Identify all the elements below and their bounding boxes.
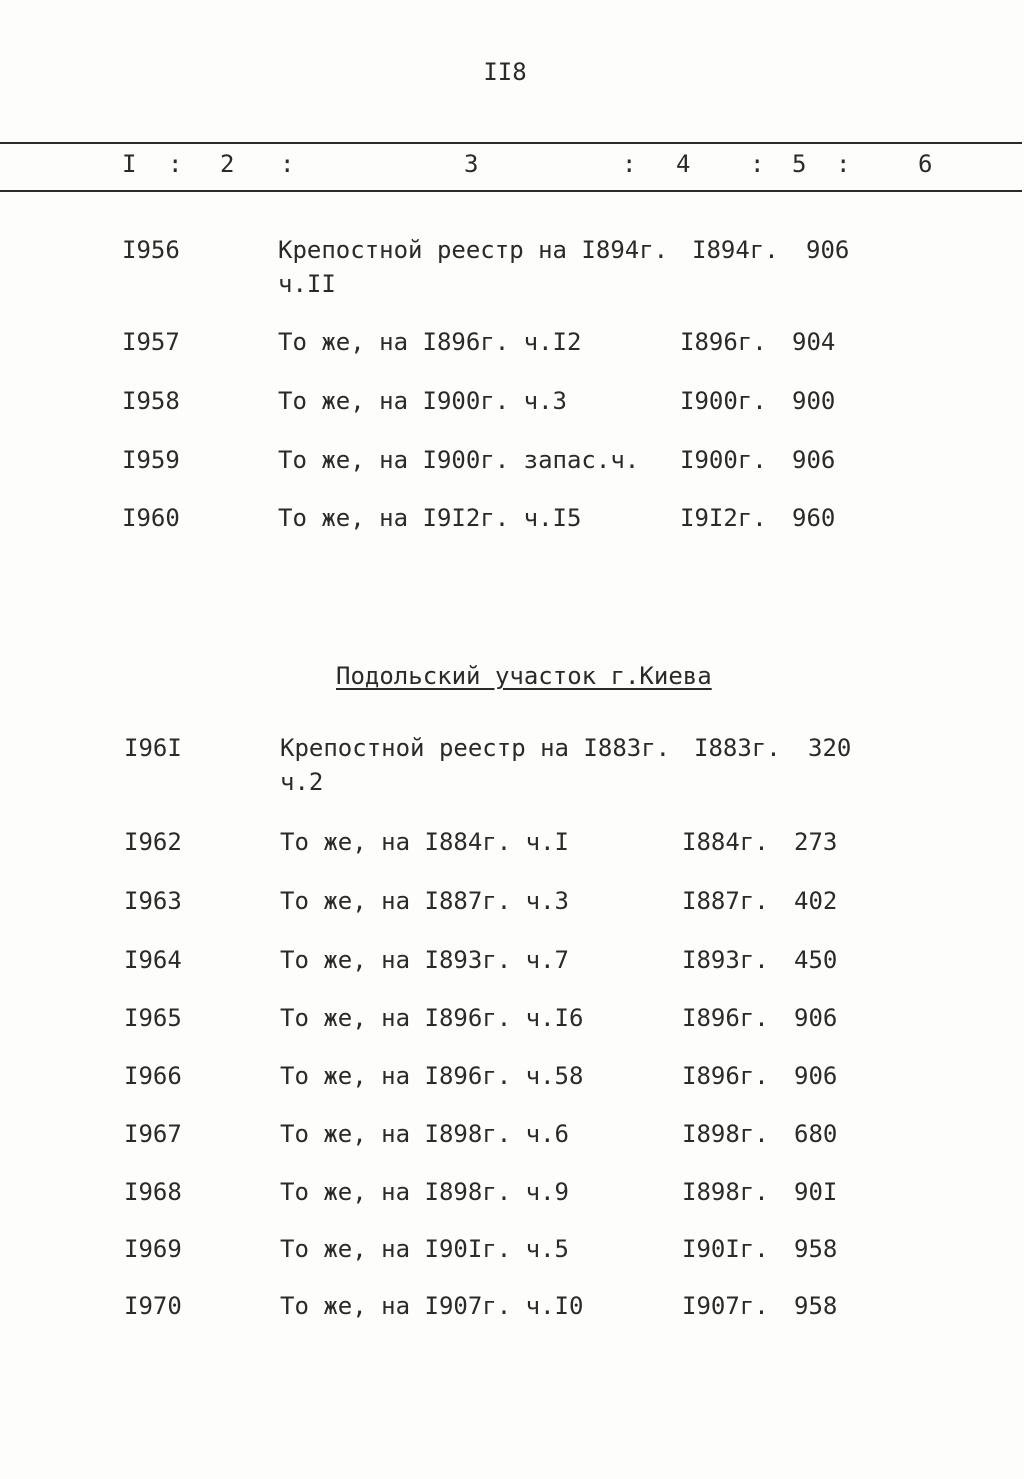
row-number: I956 xyxy=(122,236,180,264)
column-separator: : xyxy=(622,150,637,178)
header-rule-top xyxy=(0,142,1022,144)
row-count: 680 xyxy=(794,1120,838,1148)
row-number: I967 xyxy=(124,1120,182,1148)
row-number: I962 xyxy=(124,828,182,856)
row-title: То же, на I896г. ч.I6 xyxy=(280,1004,584,1032)
row-number: I96I xyxy=(124,734,182,762)
row-date: I9I2г. xyxy=(680,504,767,532)
row-title: То же, на I907г. ч.I0 xyxy=(280,1292,584,1320)
row-date: I896г. xyxy=(682,1004,769,1032)
row-count: 273 xyxy=(794,828,838,856)
row-count: 960 xyxy=(792,504,836,532)
page-number: II8 xyxy=(483,58,527,86)
section-title: Подольский участок г.Киева xyxy=(336,662,712,690)
row-title: То же, на I898г. ч.9 xyxy=(280,1178,569,1206)
column-separator: : xyxy=(168,150,183,178)
row-title: То же, на I900г. запас.ч. xyxy=(278,446,640,474)
row-title: То же, на I893г. ч.7 xyxy=(280,946,569,974)
row-date: I894г. xyxy=(692,236,779,264)
row-date: I887г. xyxy=(682,887,769,915)
row-title-continuation: ч.II xyxy=(278,270,336,298)
row-count: 906 xyxy=(794,1062,838,1090)
row-count: 906 xyxy=(794,1004,838,1032)
column-header-5: 5 xyxy=(792,150,807,178)
column-header-2: 2 xyxy=(220,150,235,178)
row-title: То же, на I898г. ч.6 xyxy=(280,1120,569,1148)
row-title: То же, на I90Iг. ч.5 xyxy=(280,1235,569,1263)
row-number: I959 xyxy=(122,446,180,474)
row-date: I90Iг. xyxy=(682,1235,769,1263)
row-date: I900г. xyxy=(680,446,767,474)
column-separator: : xyxy=(280,150,295,178)
row-date: I907г. xyxy=(682,1292,769,1320)
row-number: I970 xyxy=(124,1292,182,1320)
row-count: 450 xyxy=(794,946,838,974)
row-number: I957 xyxy=(122,328,180,356)
row-date: I896г. xyxy=(682,1062,769,1090)
row-date: I898г. xyxy=(682,1178,769,1206)
column-header-4: 4 xyxy=(676,150,691,178)
row-number: I969 xyxy=(124,1235,182,1263)
row-title: То же, на I887г. ч.3 xyxy=(280,887,569,915)
row-count: 906 xyxy=(792,446,836,474)
row-count: 320 xyxy=(808,734,852,762)
column-header-6: 6 xyxy=(918,150,933,178)
header-rule-bottom xyxy=(0,190,1022,192)
row-count: 958 xyxy=(794,1235,838,1263)
row-title: То же, на I9I2г. ч.I5 xyxy=(278,504,582,532)
row-number: I966 xyxy=(124,1062,182,1090)
row-count: 958 xyxy=(794,1292,838,1320)
row-date: I896г. xyxy=(680,328,767,356)
row-number: I965 xyxy=(124,1004,182,1032)
column-header-3: 3 xyxy=(464,150,479,178)
row-count: 402 xyxy=(794,887,838,915)
row-number: I960 xyxy=(122,504,180,532)
row-date: I884г. xyxy=(682,828,769,856)
row-title: То же, на I900г. ч.3 xyxy=(278,387,567,415)
column-separator: : xyxy=(836,150,851,178)
column-separator: : xyxy=(750,150,765,178)
row-count: 906 xyxy=(806,236,850,264)
row-number: I964 xyxy=(124,946,182,974)
row-date: I900г. xyxy=(680,387,767,415)
row-title: То же, на I884г. ч.I xyxy=(280,828,569,856)
row-title: То же, на I896г. ч.58 xyxy=(280,1062,584,1090)
row-title: Крепостной реестр на I894г. xyxy=(278,236,669,264)
row-title-continuation: ч.2 xyxy=(280,768,324,796)
row-count: 90I xyxy=(794,1178,838,1206)
row-date: I893г. xyxy=(682,946,769,974)
row-count: 904 xyxy=(792,328,836,356)
row-number: I958 xyxy=(122,387,180,415)
row-date: I898г. xyxy=(682,1120,769,1148)
row-count: 900 xyxy=(792,387,836,415)
row-title: То же, на I896г. ч.I2 xyxy=(278,328,582,356)
row-title: Крепостной реестр на I883г. xyxy=(280,734,671,762)
row-date: I883г. xyxy=(694,734,781,762)
row-number: I963 xyxy=(124,887,182,915)
column-header-1: I xyxy=(122,150,137,178)
row-number: I968 xyxy=(124,1178,182,1206)
